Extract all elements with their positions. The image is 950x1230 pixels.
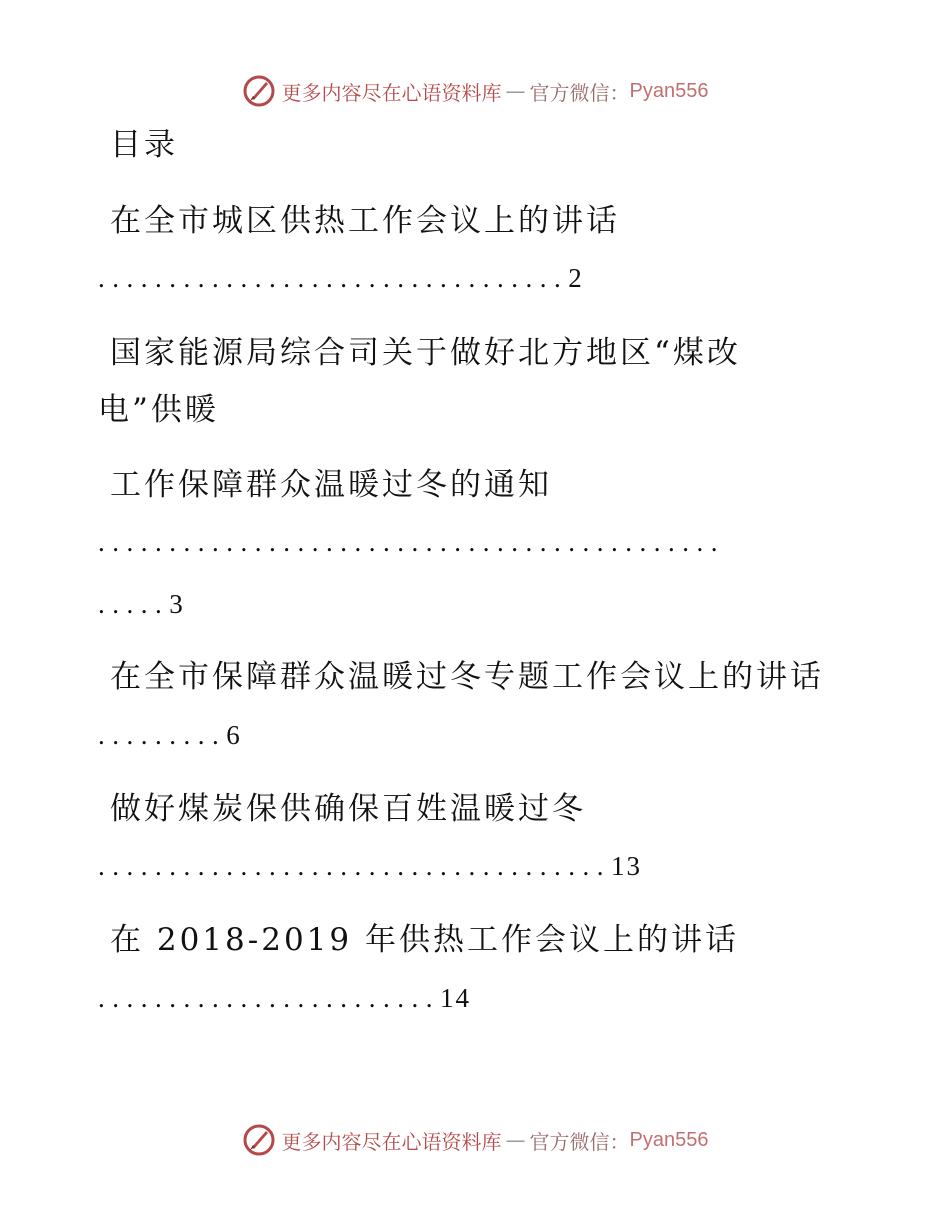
banner-wechat-id: Pyan556: [629, 79, 709, 102]
toc-entry-2-title-line3[interactable]: 工作保障群众温暖过冬的通知: [110, 467, 552, 503]
toc-entry-3-page: 6: [226, 720, 242, 750]
toc-entry-2-title-line1[interactable]: 国家能源局综合司关于做好北方地区“煤改: [110, 335, 741, 371]
toc-entry-4-leader: ....................................13: [98, 851, 642, 881]
header-banner: [0, 71, 950, 111]
toc-entry-4-title[interactable]: 做好煤炭保供确保百姓温暖过冬: [110, 791, 586, 827]
banner-separator: —: [505, 79, 526, 103]
toc-entry-5-leader: ........................14: [98, 983, 471, 1013]
quill-logo-icon: [242, 74, 276, 108]
toc-entry-2-leader: ............................................: [98, 527, 725, 557]
banner-text: 更多内容尽在心语资料库: [281, 80, 502, 105]
toc-entry-2-leader-cont: .....3: [98, 589, 185, 619]
toc-entry-1-page: 2: [568, 263, 584, 293]
toc-entry-3-title[interactable]: 在全市保障群众温暖过冬专题工作会议上的讲话: [110, 659, 824, 695]
banner-wechat-label: 官方微信：: [529, 1129, 630, 1154]
banner-separator: —: [505, 1128, 526, 1152]
banner-text: 更多内容尽在心语资料库: [281, 1129, 502, 1154]
toc-entry-4-page: 13: [611, 851, 642, 881]
banner-wechat-label: 官方微信：: [529, 80, 630, 105]
toc-entry-3-leader: .........6: [98, 720, 242, 750]
banner-wechat-id: Pyan556: [629, 1128, 709, 1151]
toc-entry-5-page: 14: [440, 983, 471, 1013]
toc-heading: 目录: [110, 127, 178, 163]
toc-entry-1-leader: .................................2: [98, 263, 584, 293]
toc-entry-2-page: 3: [169, 589, 185, 619]
footer-banner: [0, 1120, 950, 1160]
toc-entry-2-title-line2[interactable]: 电”供暖: [98, 392, 219, 428]
quill-logo-icon: [242, 1123, 276, 1157]
toc-entry-1-title[interactable]: 在全市城区供热工作会议上的讲话: [110, 203, 620, 239]
toc-entry-5-title[interactable]: 在 2018-2019 年供热工作会议上的讲话: [110, 922, 739, 958]
